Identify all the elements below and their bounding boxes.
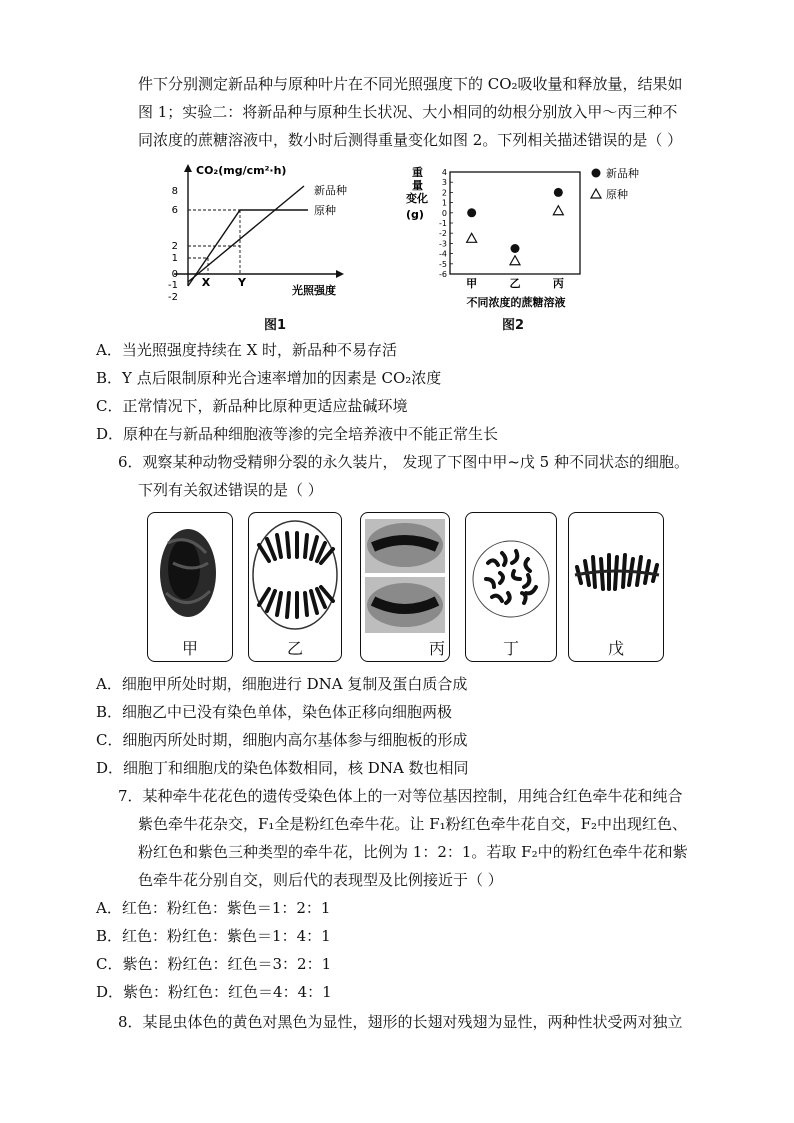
cell-ding-prophase-icon [466,513,556,637]
q5-option-d: D．原种在与新品种细胞液等渗的完全培养液中不能正常生长 [96,425,499,443]
q5-option-b: B．Y 点后限制原种光合速率增加的因素是 CO₂浓度 [96,369,442,387]
q6-option-d: D．细胞丁和细胞戊的染色体数相同，核 DNA 数也相同 [96,759,469,777]
fig2-point-original-variety [553,206,563,215]
figure-1-co2-chart [168,158,378,308]
q6-stem-2: 下列有关叙述错误的是（ ） [138,481,323,499]
fig2-ytick: -3 [439,239,447,249]
intro-line-3: 同浓度的蔗糖溶液中，数小时后测得重量变化如图 2。下列相关描述错误的是（ ） [138,131,683,149]
fig1-ytick: 8 [171,186,178,197]
fig1-ytick: 2 [171,241,178,252]
fig2-category-label: 乙 [509,277,521,290]
fig2-ytick: 2 [441,188,447,198]
fig1-xtick: X [201,276,211,289]
fig1-caption: 图1 [264,318,287,333]
q7-stem-4: 色牵牛花分别自交，则后代的表现型及比例接近于（ ） [138,871,503,889]
fig2-legend-triangle [591,189,601,198]
cell-image-yi [248,512,342,662]
fig1-legend-original: 原种 [314,204,336,217]
cell-label-wu: 戊 [607,639,624,658]
q6-option-b: B．细胞乙中已没有染色单体，染色体正移向细胞两极 [96,703,453,721]
cell-jia-chromatin-icon [148,513,232,633]
fig2-caption: 图2 [502,318,525,333]
fig2-point-original-variety [510,256,520,265]
fig2-ytick: -1 [439,219,447,228]
fig2-ytick: 3 [441,178,447,188]
fig1-ytick: -1 [168,280,178,291]
fig1-ytick: 1 [171,253,178,264]
fig2-ytick: -5 [439,259,447,269]
q6-option-c: C．细胞丙所处时期，细胞内高尔基体参与细胞板的形成 [96,731,468,749]
q5-option-c: C．正常情况下，新品种比原种更适应盐碱环境 [96,397,408,415]
q6-option-a: A．细胞甲所处时期，细胞进行 DNA 复制及蛋白质合成 [96,675,468,693]
fig1-ytick: -2 [168,292,178,303]
fig1-x-axis-label: 光照强度 [292,284,336,297]
fig1-y-axis-label: CO₂(mg/cm²·h) [196,164,287,177]
svg-text:重 量 变化 (g) [406,165,432,221]
fig2-legend-new: 新品种 [606,167,639,180]
intro-line-2: 图 1；实验二：将新品种与原种生长状况、大小相同的幼根分别放入甲～丙三种不 [138,103,678,121]
q5-option-a: A．当光照强度持续在 X 时，新品种不易存活 [96,341,398,359]
fig2-ylabel-3: 变化 [406,192,428,205]
q7-stem-2: 紫色牵牛花杂交，F₁全是粉红色牵牛花。让 F₁粉红色牵牛花自交，F₂中出现红色、 [138,815,688,833]
fig1-ytick: 6 [171,205,178,216]
q7-option-d: D．紫色：粉红色：红色＝4：4：1 [96,983,332,1001]
fig2-ylabel-2: 量 [412,179,423,192]
q7-option-b: B．红色：粉红色：紫色＝1：4：1 [96,927,331,945]
fig1-ytick: 0 [171,269,178,280]
fig2-point-new-variety [467,208,476,217]
fig2-point-new-variety [554,188,563,197]
q7-stem-1: 7．某种牵牛花花色的遗传受染色体上的一对等位基因控制，用纯合红色牵牛花和纯合 [118,787,683,805]
fig2-ytick: 1 [441,198,447,208]
cell-bing-telophase-icon [361,513,449,637]
cell-label-yi: 乙 [286,639,303,658]
cell-label-ding: 丁 [502,639,519,658]
fig1-legend-new: 新品种 [314,184,347,197]
fig2-ylabel-1: 重 [412,166,423,179]
q7-option-a: A．红色：粉红色：紫色＝1：2：1 [96,899,331,917]
cell-yi-anaphase-icon [249,513,341,637]
fig2-category-label: 丙 [552,277,564,290]
q7-option-c: C．紫色：粉红色：红色＝3：2：1 [96,955,332,973]
fig2-ylabel-4: (g) [406,208,424,221]
cell-image-ding [465,512,557,662]
fig2-legend-circle [592,169,601,178]
fig2-x-axis-label: 不同浓度的蔗糖溶液 [466,296,566,309]
fig1-xtick: Y [238,276,246,289]
q6-stem-1: 6．观察某种动物受精卵分裂的永久装片， 发现了下图中甲~戊 5 种不同状态的细胞。 [118,453,689,471]
q8-stem-1: 8．某昆虫体色的黄色对黑色为显性，翅形的长翅对残翅为显性，两种性状受两对独立 [118,1013,683,1031]
fig2-ytick: 4 [441,168,447,177]
fig2-ytick: 0 [441,208,447,218]
fig2-point-original-variety [467,233,477,242]
q7-stem-3: 粉红色和紫色三种类型的牵牛花，比例为 1：2：1。若取 F₂中的粉红色牵牛花和紫 [138,843,688,861]
cell-image-jia [147,512,233,662]
fig2-point-new-variety [511,244,520,253]
cell-image-wu [568,512,664,662]
fig2-ytick: -6 [439,270,447,279]
figure-2-weight-chart [398,160,648,310]
intro-line-1: 件下分别测定新品种与原种叶片在不同光照强度下的 CO₂吸收量和释放量，结果如 [138,75,683,93]
cell-wu-metaphase-icon [569,513,663,637]
fig2-ytick: -2 [439,229,447,239]
fig2-ytick: -4 [439,249,447,259]
cell-label-bing: 丙 [428,639,445,658]
cell-image-bing [360,512,450,662]
fig2-category-label: 甲 [466,277,478,290]
cell-label-jia: 甲 [181,639,198,658]
fig2-legend-original: 原种 [606,188,628,201]
